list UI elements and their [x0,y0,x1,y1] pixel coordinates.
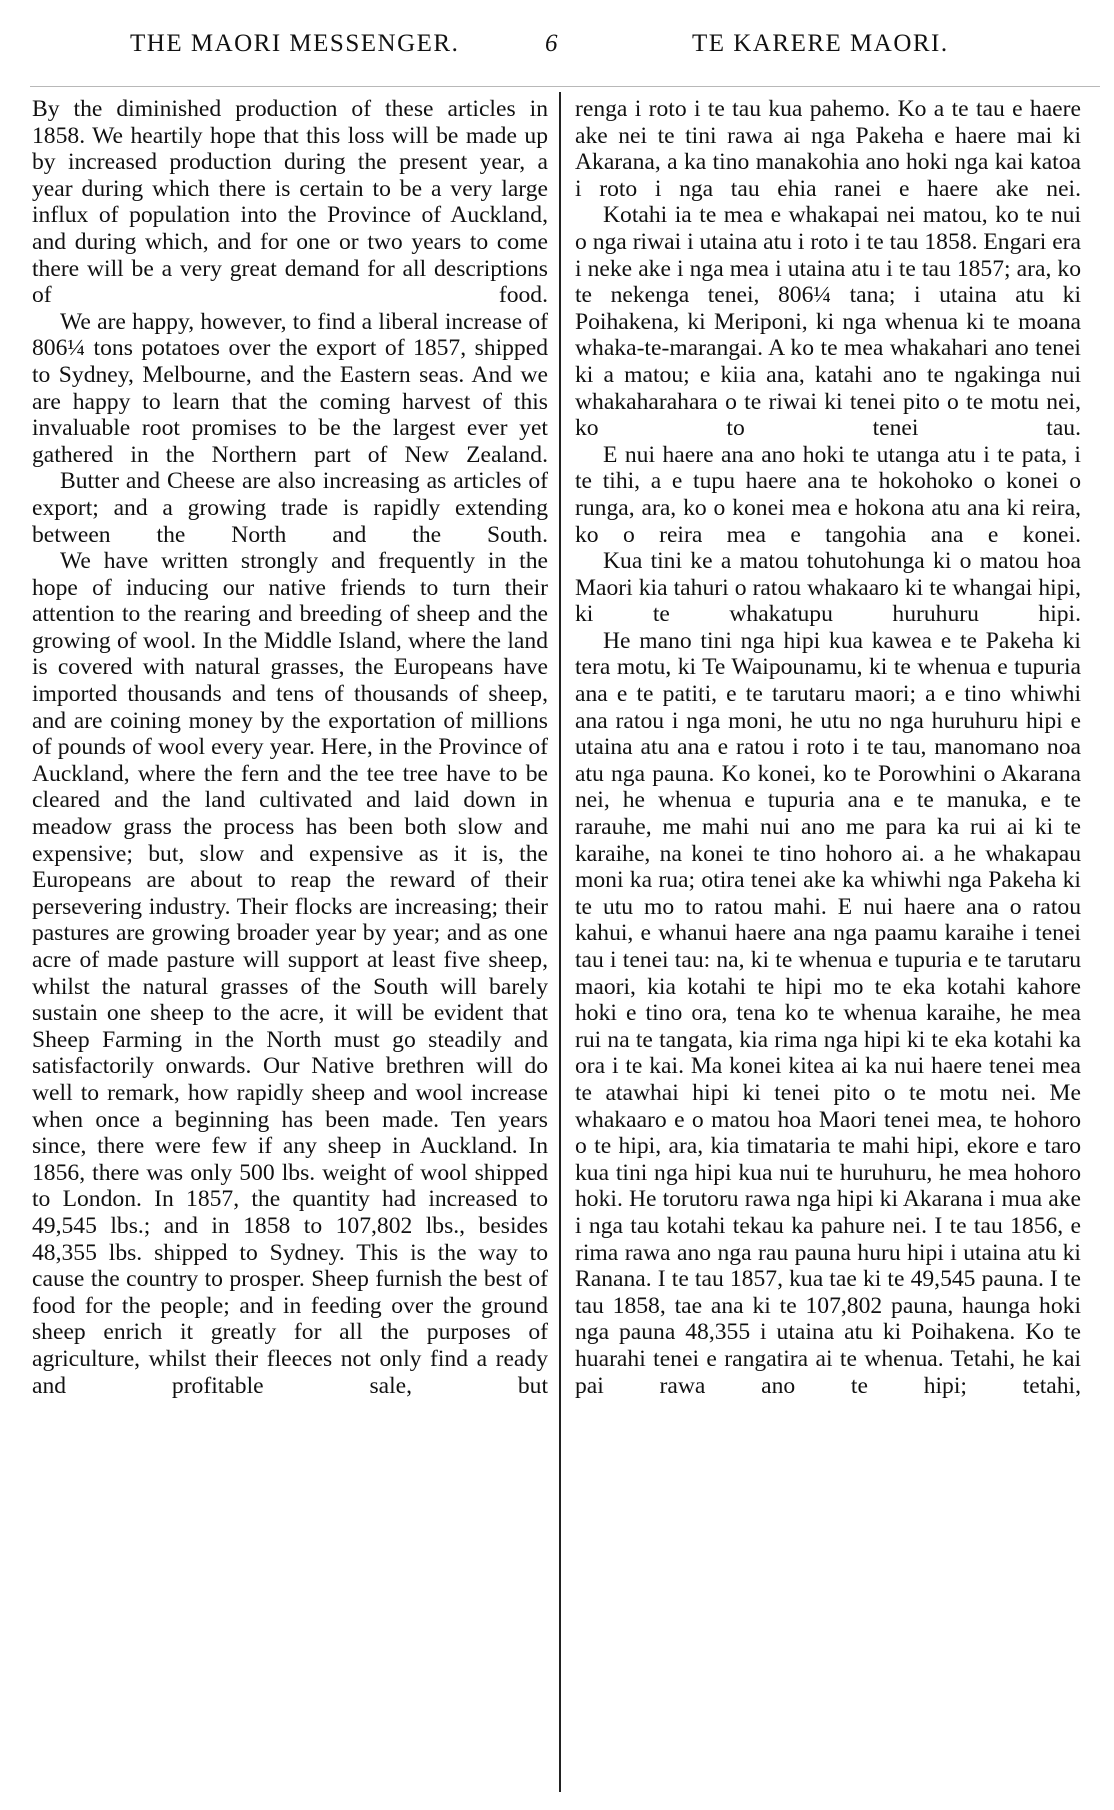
header-rule [30,86,1100,87]
maori-paragraph-3: E nui haere ana ano hoki te utanga atu i te pata, i te tihi, a e tupu haere ana te hokohoko o konei o runga, ara, ko o konei mea e hokona atu ana ki reira, ko o reira mea e tangohia ana e konei. [575,441,1081,548]
english-paragraph-2: We are happy, however, to find a liberal increase of 806¼ tons potatoes over the export of 1857, shipped to Sydney, Melbourne, and the Eastern seas. And we are happy to learn that the coming harvest of this invaluable root promises to be the largest ever yet gathered in the Northern part of New Zealand. [32,308,548,468]
maori-paragraph-1: renga i roto i te tau kua pahemo. Ko a te tau e haere ake nei te tini rawa ai nga Pakeha e haere mai ki Akarana, a ka tino manakohia ano hoki nga kai katoa i roto i nga tau ehia ranei e haere ake nei. [575,96,1081,202]
page-number: 6 [545,30,559,57]
maori-paragraph-2: Kotahi ia te mea e whakapai nei matou, ko te nui o nga riwai i utaina atu i roto i te tau 1858. Engari era i neke ake i nga mea i utaina atu i te tau 1857; ara, ko te nekenga tenei, 806¼ tana; i utaina atu ki Poihakena, ki Meriponi, ki nga whenua ki te moana whaka-te-marangai. A ko te mea whakahari ano tenei ki a matou; e kiia ana, katahi ano te ngakinga nui whakaharahara o te riwai ki tenei pito o te motu nei, ko to tenei tau. [575,202,1081,442]
maori-column [575,96,1081,1399]
column-divider [559,92,561,1792]
english-paragraph-4: We have written strongly and frequently in the hope of inducing our native friends to turn their attention to the rearing and breeding of sheep and the growing of wool. In the Middle Island, where the land is covered with natural grasses, the Europeans have imported thousands and tens of thousands of sheep, and are coining money by the exportation of millions of pounds of wool every year. Here, in the Province of Auckland, where the fern and the tee tree have to be cleared and the land cultivated and laid down in meadow grass the process has been both slow and expensive; but, slow and expensive as it is, the Europeans are about to reap the reward of their persevering industry. Their flocks are increasing; their pastures are growing broader year by year; and as one acre of made pasture will support at least five sheep, whilst the natural grasses of the South will barely sustain one sheep to the acre, it will be evident that Sheep Farming in the North must go steadily and satisfactorily onwards. Our Native brethren will do well to remark, how rapidly sheep and wool increase when once a beginning has been made. Ten years since, there were few if any sheep in Auckland. In 1856, there was only 500 lbs. weight of wool shipped to London. In 1857, the quantity had increased to 49,545 lbs.; and in 1858 to 107,802 lbs., besides 48,355 lbs. shipped to Sydney. This is the way to cause the country to prosper. Sheep furnish the best of food for the people; and in feeding over the ground sheep enrich it greatly for all the purposes of agriculture, whilst their fleeces not only find a ready and profitable sale, but [32,548,548,1399]
maori-paragraph-4: Kua tini ke a matou tohutohunga ki o matou hoa Maori kia tahuri o ratou whakaaro ki te whangai hipi, ki te whakatupu huruhuru hipi. [575,548,1081,628]
masthead [0,30,1114,62]
english-column [32,96,548,1399]
english-paragraph-1: By the diminished production of these articles in 1858. We heartily hope that this loss will be made up by increased production during the present year, a year during which there is certain to be a very large influx of population into the Province of Auckland, and during which, and for one or two years to come there will be a very great demand for all descriptions of food. [32,96,548,309]
maori-paragraph-5: He mano tini nga hipi kua kawea e te Pakeha ki tera motu, ki Te Waipounamu, ki te whenua e tupuria ana e te patiti, e te tarutaru maori; a e tino whiwhi ana ratou i nga moni, he utu no nga huruhuru hipi e utaina atu ana e ratou i roto i te tau, manomano noa atu nga pauna. Ko konei, ko te Porowhini o Akarana nei, he whenua e tupuria ana e te manuka, e te rarauhe, me mahi nui ano me para ka rui ai ki te karaihe, na konei te tino hohoro ai. a he whakapau moni ka rua; otira tenei ake ka whiwhi nga Pakeha ki te utu mo to ratou mahi. E nui haere ana o ratou kahui, e whanui haere ana nga paamu karaihe i tenei tau i tenei tau: na, ki te whenua e tupuria e te tarutaru maori, kia kotahi te hipi mo te eka kotahi kahore hoki e tino ora, tena ko te whenua karaihe, he mea rui na te tangata, kia rima nga hipi ki te eka kotahi ka ora i te kai. Ma konei kitea ai ka nui haere tenei mea te atawhai hipi ki tenei pito o te motu nei. Me whakaaro e o matou hoa Maori tenei mea, te hohoro o te hipi, ara, kia timataria te mahi hipi, ekore e taro kua tini nga hipi kua nui te huruhuru, he mea hohoro hoki. He torutoru rawa nga hipi ki Akarana i mua ake i nga tau kotahi tekau ka pahure nei. I te tau 1856, e rima rawa ano nga rau pauna huru hipi i utaina atu ki Ranana. I te tau 1857, kua tae ki te 49,545 pauna. I te tau 1858, tae ana ki te 107,802 pauna, haunga hoki nga pauna 48,355 i utaina atu ki Poihakena. Ko te huarahi tenei e rangatira ai te whenua. Tetahi, he kai pai rawa ano te hipi; tetahi, [575,627,1081,1399]
masthead-maori-title: TE KARERE MAORI. [692,30,949,57]
masthead-english-title: THE MAORI MESSENGER. [130,30,460,57]
english-paragraph-3: Butter and Cheese are also increasing as articles of export; and a growing trade is rapidly extending between the North and the South. [32,468,548,548]
